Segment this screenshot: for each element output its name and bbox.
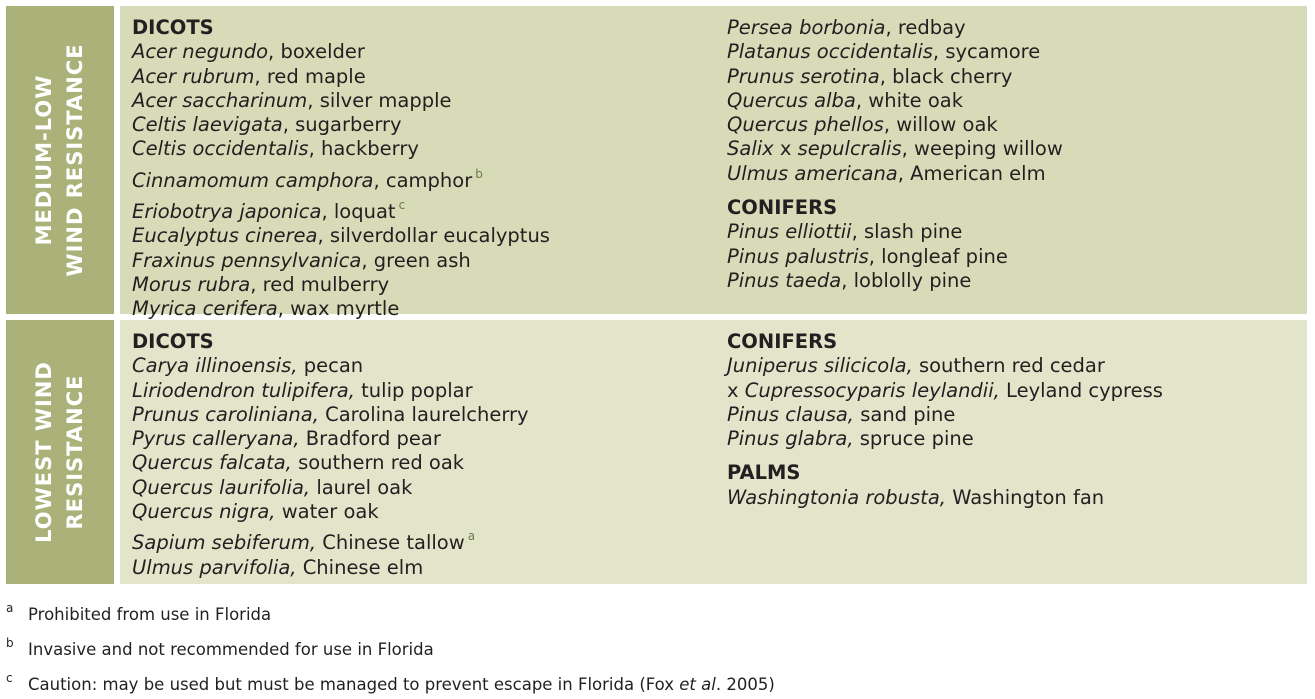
common-name: water oak bbox=[281, 500, 379, 524]
species-column-left bbox=[132, 16, 550, 322]
species-column-right bbox=[727, 330, 1163, 510]
species-entry bbox=[727, 220, 1063, 244]
row-label-line: LOWEST WIND bbox=[32, 361, 56, 543]
species-entry bbox=[132, 162, 550, 193]
common-name: Bradford pear bbox=[305, 427, 441, 451]
common-name: southern red oak bbox=[298, 451, 465, 475]
species-entry bbox=[727, 162, 1063, 186]
name-separator: , bbox=[885, 16, 898, 39]
name-separator: , bbox=[855, 88, 869, 112]
scientific-name: Washingtonia robusta, bbox=[727, 485, 946, 509]
species-entry bbox=[727, 354, 1163, 378]
name-separator: , bbox=[868, 244, 882, 268]
scientific-name: Pinus elliottii bbox=[727, 220, 852, 244]
scientific-name: Quercus laurifolia, bbox=[132, 475, 311, 499]
common-name: Leyland cypress bbox=[1006, 378, 1163, 402]
scientific-name: Cupressocyparis leylandii, bbox=[744, 378, 1000, 402]
medium-low-wind-resistance-row bbox=[6, 6, 1307, 321]
species-entry bbox=[132, 224, 550, 248]
scientific-name: sepulcralis bbox=[797, 137, 902, 161]
scientific-name: Prunus caroliniana, bbox=[132, 402, 319, 426]
species-entry bbox=[132, 403, 529, 427]
name-separator: , bbox=[883, 113, 897, 137]
species-entry bbox=[132, 113, 550, 137]
common-name: green ash bbox=[373, 248, 471, 272]
row-label-line: WIND RESISTANCE bbox=[63, 43, 87, 277]
footnote-text: Caution: may be used but must be managed to prevent escape in Florida (Fox bbox=[28, 675, 680, 694]
scientific-name: Pinus glabra, bbox=[727, 427, 854, 451]
scientific-name: Cinnamomum camphora bbox=[132, 168, 374, 192]
common-name: Washington fan bbox=[952, 485, 1105, 509]
scientific-name: Quercus falcata, bbox=[132, 451, 292, 475]
common-name: loquat bbox=[333, 200, 396, 224]
name-separator: , bbox=[317, 224, 330, 248]
species-entry bbox=[132, 500, 529, 524]
name-separator: , bbox=[932, 40, 946, 64]
name-separator: , bbox=[277, 297, 291, 321]
footnote-marker: a bbox=[467, 529, 476, 544]
name-separator: , bbox=[373, 168, 386, 192]
species-entry bbox=[727, 16, 1063, 40]
common-name: boxelder bbox=[280, 40, 365, 64]
species-entry bbox=[727, 89, 1063, 113]
name-separator: , bbox=[841, 268, 854, 292]
scientific-name: Morus rubra bbox=[132, 272, 251, 296]
row-label-cell bbox=[6, 6, 114, 314]
species-entry bbox=[727, 245, 1063, 269]
species-entry bbox=[132, 379, 529, 403]
species-entry bbox=[727, 269, 1063, 293]
footnotes bbox=[6, 594, 775, 699]
scientific-name: Ulmus americana bbox=[727, 161, 898, 185]
common-name: willow oak bbox=[896, 113, 998, 137]
name-separator: , bbox=[851, 220, 864, 244]
name-separator: , bbox=[897, 161, 911, 185]
species-entry bbox=[132, 65, 550, 89]
name-separator: , bbox=[901, 137, 915, 161]
footnote-letter: c bbox=[6, 671, 13, 685]
scientific-name: Pyrus calleryana, bbox=[132, 427, 300, 451]
species-column-right bbox=[727, 16, 1063, 293]
species-entry bbox=[132, 476, 529, 500]
species-entry bbox=[132, 249, 550, 273]
species-column-left bbox=[132, 330, 529, 580]
row-label-line: MEDIUM-LOW bbox=[32, 74, 56, 246]
name-separator: , bbox=[282, 113, 296, 137]
species-entry bbox=[727, 40, 1063, 64]
common-name: sycamore bbox=[945, 40, 1041, 64]
common-name: slash pine bbox=[863, 220, 963, 244]
common-name: laurel oak bbox=[316, 475, 413, 499]
common-name: red mulberry bbox=[262, 272, 390, 296]
species-entry bbox=[727, 486, 1163, 510]
scientific-name: Acer saccharinum bbox=[132, 88, 308, 112]
common-name: red maple bbox=[266, 64, 366, 88]
common-name: sugarberry bbox=[295, 113, 402, 137]
category-heading: DICOTS bbox=[132, 16, 214, 39]
species-entry bbox=[727, 379, 1163, 403]
category-heading: CONIFERS bbox=[727, 196, 838, 220]
common-name: tulip poplar bbox=[361, 378, 473, 402]
scientific-name: Acer rubrum bbox=[132, 64, 255, 88]
name-separator: , bbox=[879, 64, 893, 88]
footnote-text: Prohibited from use in Florida bbox=[28, 605, 272, 624]
species-entry bbox=[132, 137, 550, 161]
common-name: Chinese tallow bbox=[322, 531, 465, 555]
common-name: silverdollar eucalyptus bbox=[329, 224, 550, 248]
footnote-letter: b bbox=[6, 636, 14, 650]
species-entry bbox=[132, 273, 550, 297]
name-separator: , bbox=[321, 200, 334, 224]
species-entry bbox=[727, 65, 1063, 89]
scientific-name: Carya illinoensis, bbox=[132, 354, 298, 378]
species-entry bbox=[727, 137, 1063, 161]
common-name: black cherry bbox=[892, 64, 1013, 88]
scientific-name: Quercus nigra, bbox=[132, 500, 276, 524]
common-name: Chinese elm bbox=[302, 555, 424, 579]
scientific-name: Pinus clausa, bbox=[727, 402, 855, 426]
category-heading: CONIFERS bbox=[727, 330, 838, 353]
scientific-name: Prunus serotina bbox=[727, 64, 880, 88]
species-entry bbox=[132, 451, 529, 475]
common-name: redbay bbox=[897, 16, 966, 39]
footnote-letter: a bbox=[6, 601, 14, 615]
scientific-name: Liriodendron tulipifera, bbox=[132, 378, 355, 402]
footnote bbox=[6, 664, 775, 699]
species-entry bbox=[727, 427, 1163, 451]
scientific-name: Ulmus parvifolia, bbox=[132, 555, 297, 579]
category-heading: PALMS bbox=[727, 461, 801, 485]
common-name: silver mapple bbox=[319, 88, 452, 112]
footnote-marker: c bbox=[398, 198, 406, 213]
species-entry bbox=[132, 297, 550, 321]
scientific-name: Persea borbonia bbox=[727, 16, 886, 39]
scientific-name: Eucalyptus cinerea bbox=[132, 224, 318, 248]
name-separator: , bbox=[307, 88, 320, 112]
species-entry bbox=[727, 403, 1163, 427]
common-name: sand pine bbox=[860, 402, 956, 426]
scientific-name: Acer negundo bbox=[132, 40, 269, 64]
scientific-name: Pinus palustris bbox=[727, 244, 869, 268]
scientific-name: Myrica cerifera bbox=[132, 297, 278, 321]
row-label bbox=[29, 43, 91, 276]
row-label bbox=[29, 361, 91, 543]
species-entry bbox=[132, 427, 529, 451]
species-entry bbox=[132, 40, 550, 64]
species-entry bbox=[132, 556, 529, 580]
scientific-name: Quercus alba bbox=[727, 88, 856, 112]
row-label-cell bbox=[6, 320, 114, 584]
common-name: pecan bbox=[303, 354, 364, 378]
scientific-name: Pinus taeda bbox=[727, 268, 842, 292]
footnote-marker: b bbox=[475, 166, 483, 181]
scientific-name: Eriobotrya japonica bbox=[132, 200, 322, 224]
common-name: weeping willow bbox=[914, 137, 1063, 161]
scientific-name: Sapium sebiferum, bbox=[132, 531, 317, 555]
name-separator: x bbox=[773, 137, 798, 161]
lowest-wind-resistance-row bbox=[6, 320, 1307, 584]
scientific-name: Platanus occidentalis bbox=[727, 40, 933, 64]
common-name: American elm bbox=[910, 161, 1046, 185]
common-name: southern red cedar bbox=[918, 354, 1105, 378]
species-entry bbox=[727, 113, 1063, 137]
common-name: Carolina laurelcherry bbox=[325, 402, 529, 426]
species-panel bbox=[120, 6, 1307, 321]
common-name: hackberry bbox=[320, 137, 419, 161]
species-entry bbox=[132, 89, 550, 113]
scientific-name: Fraxinus pennsylvanica bbox=[132, 248, 362, 272]
scientific-name: Juniperus silicicola, bbox=[727, 354, 913, 378]
name-separator: , bbox=[250, 272, 263, 296]
species-panel bbox=[120, 320, 1307, 584]
common-name: camphor bbox=[385, 168, 473, 192]
footnote bbox=[6, 594, 775, 629]
common-name: white oak bbox=[868, 88, 964, 112]
scientific-name: Celtis laevigata bbox=[132, 113, 283, 137]
name-separator: , bbox=[308, 137, 321, 161]
scientific-name: Celtis occidentalis bbox=[132, 137, 309, 161]
footnote bbox=[6, 629, 775, 664]
scientific-name: Salix bbox=[727, 137, 774, 161]
footnote-text-italic: et al bbox=[679, 675, 716, 694]
species-entry bbox=[132, 193, 550, 224]
common-name: longleaf pine bbox=[881, 244, 1008, 268]
species-prefix: x bbox=[727, 378, 745, 402]
name-separator: , bbox=[268, 40, 281, 64]
footnote-text: Invasive and not recommended for use in Florida bbox=[28, 640, 434, 659]
scientific-name: Quercus phellos bbox=[727, 113, 884, 137]
species-entry bbox=[132, 354, 529, 378]
row-label-line: RESISTANCE bbox=[63, 374, 87, 530]
common-name: wax myrtle bbox=[290, 297, 400, 321]
name-separator: , bbox=[254, 64, 267, 88]
species-entry bbox=[132, 524, 529, 555]
common-name: loblolly pine bbox=[853, 268, 972, 292]
category-heading: DICOTS bbox=[132, 330, 214, 353]
footnote-text-tail: . 2005) bbox=[715, 675, 775, 694]
name-separator: , bbox=[361, 248, 374, 272]
common-name: spruce pine bbox=[859, 427, 974, 451]
